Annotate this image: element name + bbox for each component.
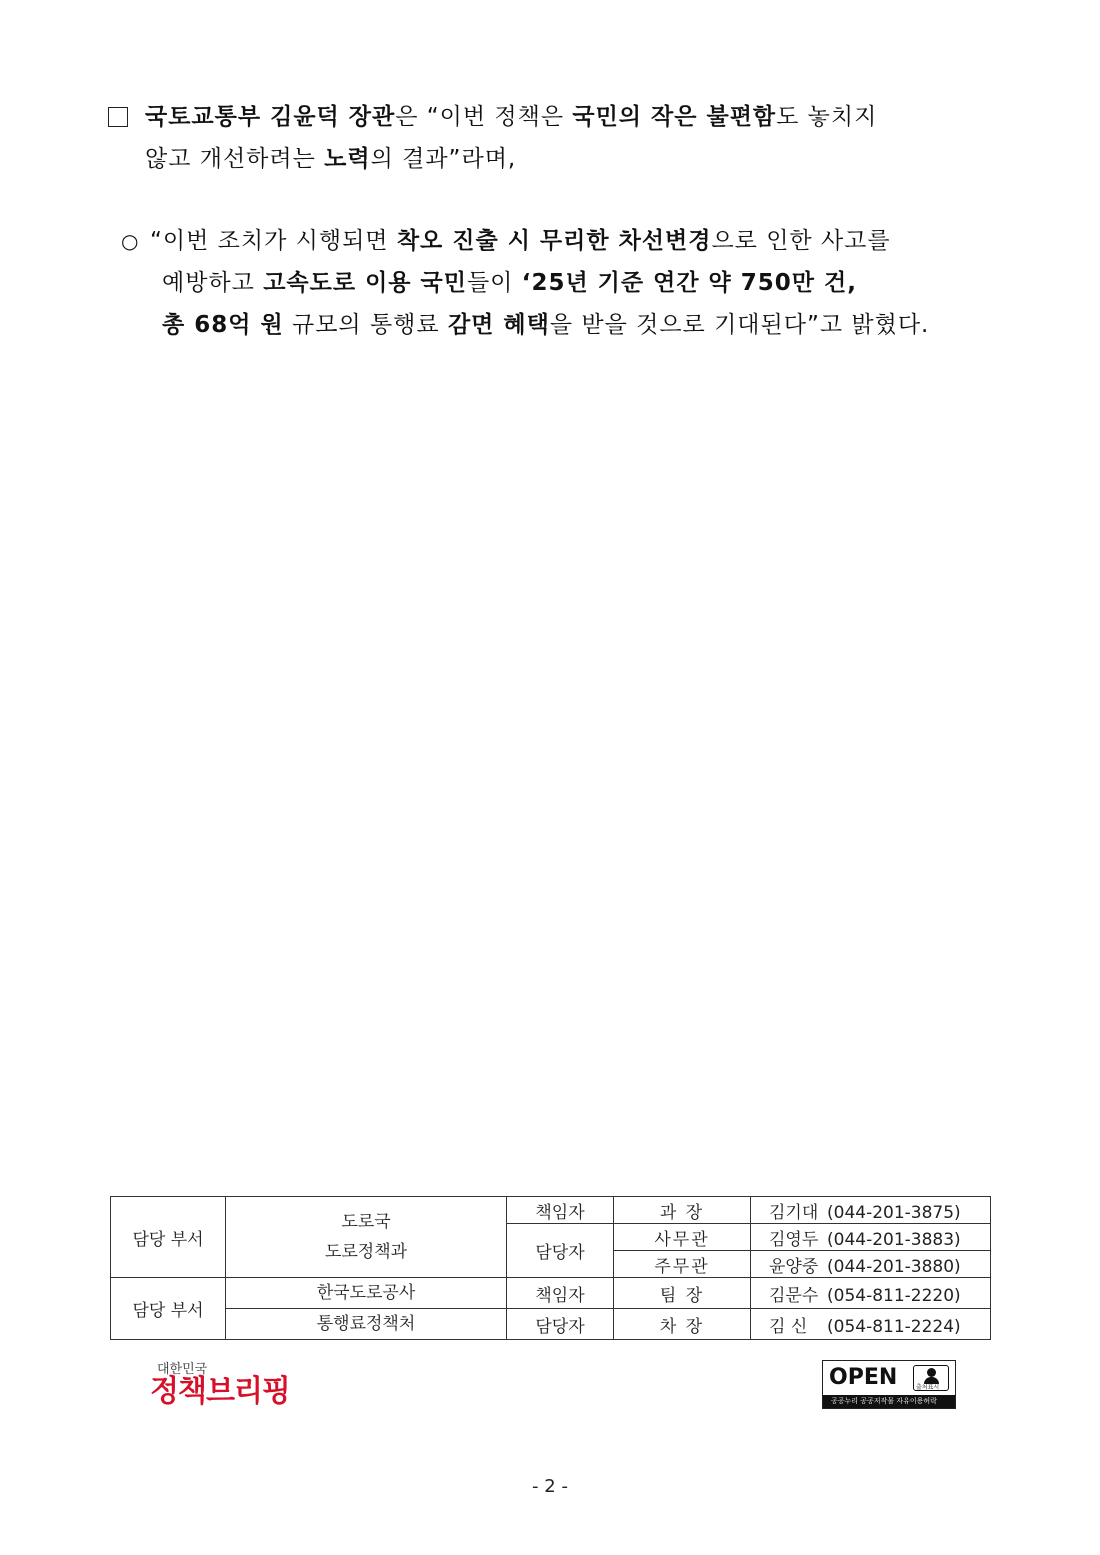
contact-table [110, 1196, 991, 1340]
para2-line1 [150, 220, 1010, 262]
bold-text-run: 총 68억 원 [162, 312, 284, 338]
name-cell [751, 1251, 991, 1278]
role-cell: 책임자 [507, 1278, 614, 1309]
attribution-person-icon [913, 1365, 949, 1391]
org-line: 도로국 [341, 1212, 391, 1232]
contact-name: 김기대 [769, 1202, 819, 1223]
table-row [111, 1309, 991, 1340]
contact-phone: (044-201-3883) [827, 1229, 961, 1250]
policy-briefing-logo [150, 1358, 290, 1407]
text-run: 으로 인한 사고를 [711, 228, 891, 254]
open-license-text: 공공누리 공공저작물 자유이용허락 [823, 1395, 955, 1408]
circle-bullet-icon: ○ [121, 229, 139, 253]
org-line: 도로정책과 [324, 1242, 408, 1262]
contact-name: 김영두 [769, 1229, 819, 1250]
title-cell: 팀 장 [614, 1278, 751, 1309]
bold-text-run: 착오 진출 시 무리한 차선변경 [396, 228, 712, 254]
text-run: 않고 개선하려는 [145, 146, 325, 172]
role-cell: 담당자 [507, 1224, 614, 1278]
bold-text-run: 국토교통부 김윤덕 장관 [145, 104, 396, 130]
text-run: 의 결과”라며, [370, 146, 517, 172]
text-run: 들이 [466, 270, 522, 296]
para2-line3 [150, 304, 1010, 346]
name-cell [751, 1278, 991, 1309]
bold-text-run: 노력 [324, 146, 371, 172]
contact-name: 김문수 [769, 1285, 819, 1306]
text-run: 규모의 통행료 [283, 312, 448, 338]
open-badge-text: 출처표시 [916, 1384, 940, 1391]
text-run: 예방하고 [162, 270, 264, 296]
para2-line2 [150, 262, 1010, 304]
name-cell [751, 1197, 991, 1224]
text-run: 도 놓치지 [776, 104, 878, 130]
contact-phone: (054-811-2224) [827, 1316, 961, 1337]
text-run: “이번 조치가 시행되면 [150, 228, 397, 254]
para1-line2 [145, 138, 1005, 180]
text-run: 을 받을 것으로 기대된다”고 밝혔다. [549, 312, 930, 338]
role-cell: 담당자 [507, 1309, 614, 1340]
contact-name: 김 신 [769, 1316, 808, 1337]
paragraph-expected-effect [150, 220, 1010, 346]
org-cell: 한국도로공사 [226, 1278, 507, 1309]
page-number: - 2 - [532, 1476, 568, 1497]
square-bullet-icon [108, 107, 128, 127]
kogl-open-license-badge [822, 1360, 956, 1409]
title-cell: 차 장 [614, 1309, 751, 1340]
contact-phone: (044-201-3875) [827, 1202, 961, 1223]
org-cell: 통행료정책처 [226, 1309, 507, 1340]
table-row [111, 1278, 991, 1309]
title-cell: 주무관 [614, 1251, 751, 1278]
dept-label: 담당 부서 [111, 1278, 226, 1340]
text-run: 은 “이번 정책은 [395, 104, 573, 130]
bold-text-run: ‘25년 기준 연간 약 750만 건, [521, 270, 857, 296]
paragraph-minister-quote [145, 96, 1005, 180]
role-cell: 책임자 [507, 1197, 614, 1224]
open-label: OPEN [829, 1365, 898, 1390]
logo-small-text: 대한민국 [157, 1362, 208, 1377]
table-row [111, 1197, 991, 1224]
contact-phone: (044-201-3880) [827, 1256, 961, 1277]
bold-text-run: 고속도로 이용 국민 [263, 270, 467, 296]
name-cell [751, 1224, 991, 1251]
logo-main-text: 정책브리핑 [150, 1374, 290, 1409]
contact-phone: (054-811-2220) [827, 1285, 961, 1306]
dept-label: 담당 부서 [111, 1197, 226, 1278]
org-cell [226, 1197, 507, 1278]
para1-line1 [145, 96, 1005, 138]
title-cell: 사무관 [614, 1224, 751, 1251]
name-cell [751, 1309, 991, 1340]
contact-name: 윤양중 [769, 1256, 819, 1277]
title-cell: 과 장 [614, 1197, 751, 1224]
bold-text-run: 국민의 작은 불편함 [572, 104, 777, 130]
bold-text-run: 감면 혜택 [447, 312, 550, 338]
